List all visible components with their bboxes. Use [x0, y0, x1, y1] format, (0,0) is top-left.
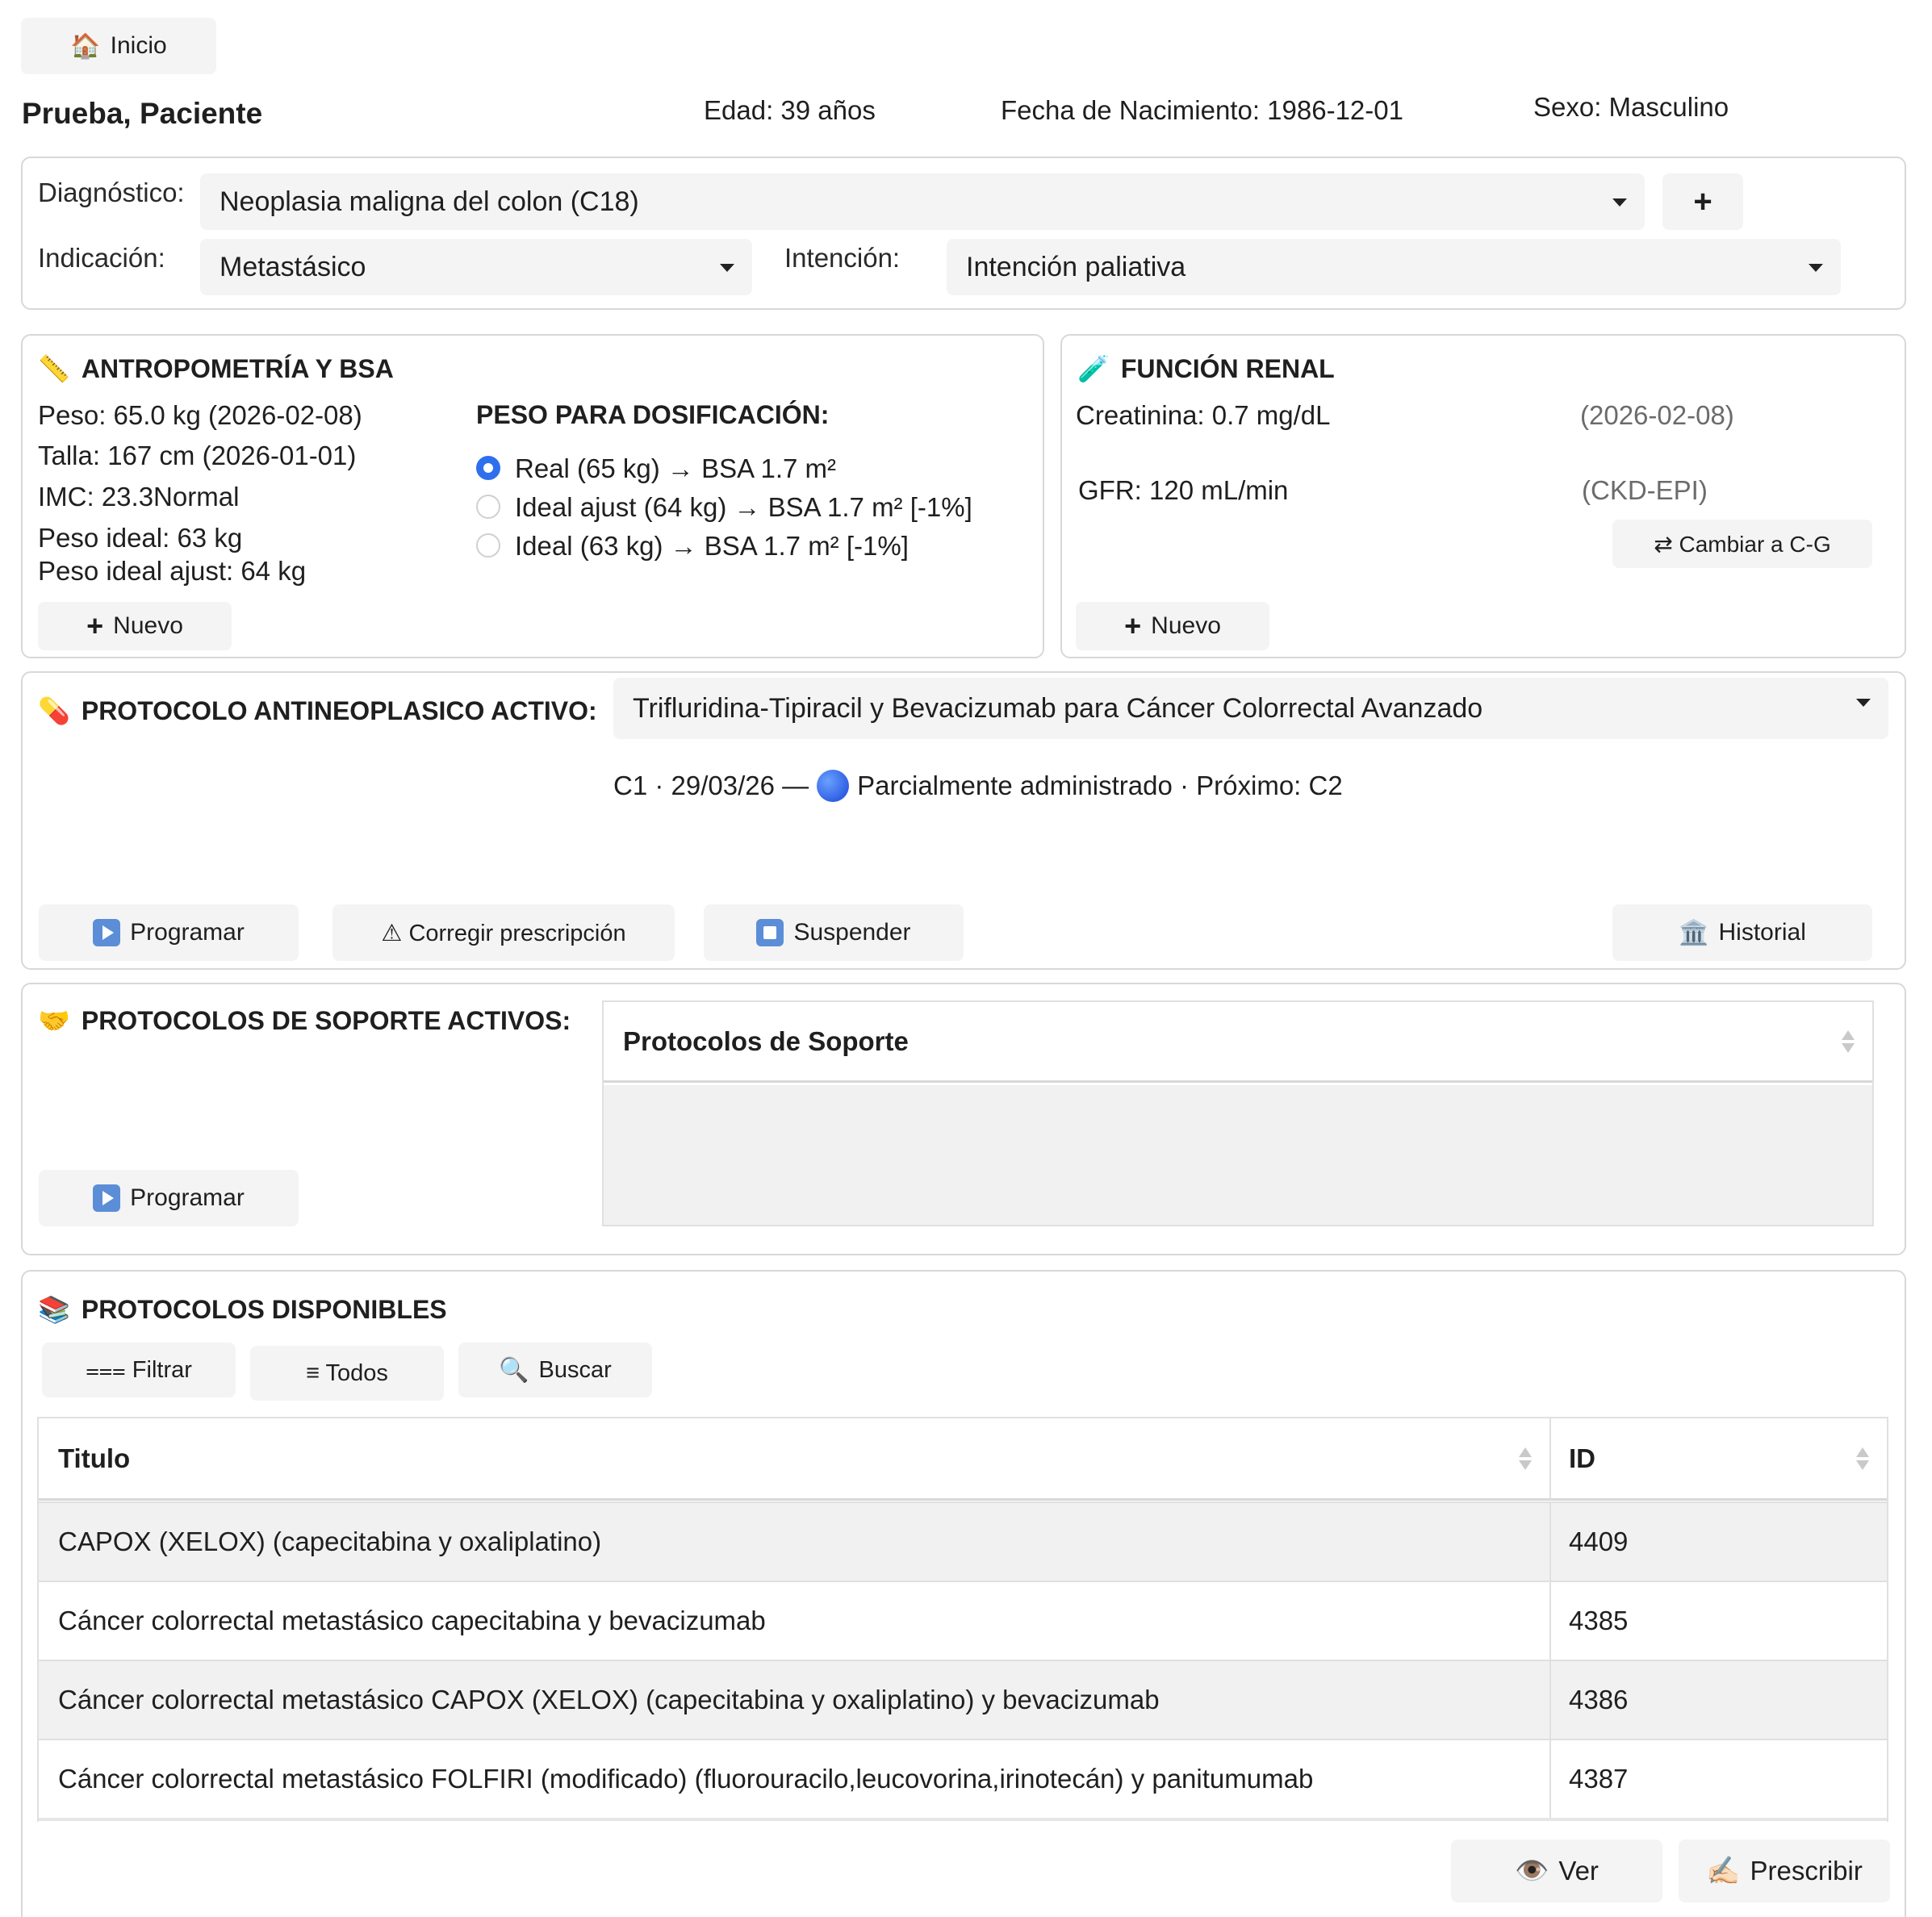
home-button[interactable] — [21, 18, 216, 74]
classical-building-icon: 🏛️ — [1679, 919, 1709, 946]
height-text: Talla: 167 cm (2026-01-01) — [38, 441, 357, 470]
renal-title — [1077, 353, 1335, 384]
support-table-header[interactable] — [604, 1002, 1872, 1083]
play-icon — [93, 919, 120, 946]
new-label: Nuevo — [1151, 612, 1221, 639]
table-row[interactable] — [39, 1581, 1887, 1660]
dosing-radio-real[interactable] — [476, 456, 500, 480]
support-title-text: PROTOCOLOS DE SOPORTE ACTIVOS: — [81, 1005, 571, 1035]
suspend-button[interactable] — [704, 904, 964, 961]
chevron-down-icon — [1856, 699, 1871, 707]
column-header-id[interactable] — [1551, 1418, 1887, 1499]
schedule-button[interactable] — [39, 904, 299, 961]
table-row[interactable] — [39, 1739, 1887, 1818]
row-title: Cáncer colorrectal metastásico FOLFIRI (modificado) (fluorouracilo,leucovorina,irinotecán) y panitumumab — [58, 1764, 1314, 1794]
dosing-radio-adjusted[interactable] — [476, 495, 500, 519]
handshake-icon: 🤝 — [38, 1006, 70, 1035]
blue-circle-icon — [817, 770, 849, 802]
search-button[interactable] — [458, 1343, 652, 1397]
dosing-option-real: Real (65 kg) → BSA 1.7 m² — [515, 453, 836, 483]
column-header-title-label: Titulo — [58, 1443, 131, 1473]
filter-button[interactable] — [42, 1343, 236, 1397]
ruler-icon: 📏 — [38, 354, 70, 383]
sort-icon — [1519, 1447, 1532, 1470]
available-title — [38, 1294, 447, 1325]
view-button[interactable] — [1451, 1840, 1662, 1902]
support-schedule-button[interactable] — [39, 1170, 299, 1226]
history-label: Historial — [1718, 919, 1806, 946]
indication-select[interactable] — [200, 239, 752, 295]
patient-name: Prueba, Paciente — [22, 97, 263, 130]
switch-cg-label: ⇄ Cambiar a C-G — [1654, 531, 1831, 557]
eye-icon: 👁️ — [1515, 1856, 1549, 1886]
plus-icon: + — [86, 609, 104, 642]
creatinine-date: (2026-02-08) — [1580, 400, 1734, 430]
column-divider — [1549, 1740, 1551, 1818]
stop-icon — [756, 919, 784, 946]
search-icon: 🔍 — [499, 1356, 529, 1384]
chevron-down-icon — [720, 264, 734, 272]
active-protocol-title-text: PROTOCOLO ANTINEOPLASICO ACTIVO: — [81, 695, 597, 725]
protocol-status-prefix: C1 · 29/03/26 — — [613, 771, 809, 800]
available-table — [37, 1417, 1888, 1822]
all-button[interactable] — [250, 1346, 444, 1401]
sort-icon — [1842, 1030, 1855, 1053]
column-header-id-label: ID — [1569, 1443, 1595, 1473]
chevron-down-icon — [1612, 198, 1627, 207]
search-label: Buscar — [538, 1356, 612, 1383]
play-icon — [93, 1184, 120, 1212]
anthropometry-title-text: ANTROPOMETRÍA Y BSA — [81, 353, 394, 383]
row-id: 4387 — [1569, 1764, 1629, 1794]
books-icon: 📚 — [38, 1295, 70, 1324]
active-protocol-title — [38, 695, 597, 726]
protocol-status — [613, 770, 1343, 802]
suspend-label: Suspender — [793, 919, 911, 946]
row-id: 4385 — [1569, 1606, 1629, 1635]
support-table-header-label: Protocolos de Soporte — [623, 1025, 909, 1056]
add-diagnosis-button[interactable] — [1662, 173, 1743, 230]
table-row[interactable] — [39, 1501, 1887, 1581]
pill-icon: 💊 — [38, 696, 70, 725]
home-icon: 🏠 — [70, 32, 101, 60]
new-renal-button[interactable] — [1076, 602, 1269, 650]
plus-icon: + — [1693, 183, 1712, 219]
new-anthropometry-button[interactable] — [38, 602, 232, 650]
dosing-option-adjusted: Ideal ajust (64 kg) → BSA 1.7 m² [-1%] — [515, 492, 972, 522]
support-schedule-label: Programar — [130, 1184, 245, 1211]
patient-age: Edad: 39 años — [704, 95, 876, 125]
sort-icon — [1856, 1447, 1869, 1470]
renal-title-text: FUNCIÓN RENAL — [1120, 353, 1335, 383]
correct-prescription-label: ⚠ Corregir prescripción — [381, 920, 626, 946]
plus-icon: + — [1124, 609, 1142, 642]
view-label: Ver — [1558, 1856, 1599, 1886]
table-bottom-edge — [39, 1818, 1887, 1821]
home-label: Inicio — [110, 32, 167, 59]
support-table — [602, 1000, 1874, 1226]
indication-label: Indicación: — [38, 243, 165, 273]
intention-value: Intención paliativa — [966, 251, 1186, 282]
column-divider — [1549, 1661, 1551, 1739]
diagnosis-label: Diagnóstico: — [38, 178, 185, 207]
prescribe-button[interactable] — [1679, 1840, 1890, 1902]
patient-dob: Fecha de Nacimiento: 1986-12-01 — [1001, 95, 1403, 125]
writing-hand-icon: ✍🏻 — [1706, 1856, 1741, 1886]
row-id: 4409 — [1569, 1526, 1629, 1556]
column-divider — [1549, 1582, 1551, 1660]
active-protocol-select[interactable] — [613, 678, 1888, 739]
creatinine-text: Creatinina: 0.7 mg/dL — [1076, 400, 1331, 430]
intention-select[interactable] — [947, 239, 1841, 295]
weight-text: Peso: 65.0 kg (2026-02-08) — [38, 400, 362, 430]
diagnosis-value: Neoplasia maligna del colon (C18) — [220, 186, 639, 217]
prescribe-label: Prescribir — [1750, 1856, 1863, 1886]
table-header — [39, 1418, 1887, 1501]
filter-label: ⩶ Filtrar — [86, 1356, 192, 1383]
row-title: CAPOX (XELOX) (capecitabina y oxaliplatino) — [58, 1526, 602, 1556]
protocol-status-suffix: Parcialmente administrado · Próximo: C2 — [857, 771, 1343, 800]
dosing-radio-ideal[interactable] — [476, 533, 500, 558]
gfr-method: (CKD-EPI) — [1582, 475, 1708, 505]
correct-prescription-button[interactable] — [332, 904, 675, 961]
intention-label: Intención: — [784, 243, 901, 273]
ideal-weight-text: Peso ideal: 63 kg — [38, 523, 243, 553]
dosing-weight-title: PESO PARA DOSIFICACIÓN: — [476, 400, 830, 429]
available-title-text: PROTOCOLOS DISPONIBLES — [81, 1294, 447, 1324]
active-protocol-value: Trifluridina-Tipiracil y Bevacizumab para Cáncer Colorrectal Avanzado — [633, 692, 1483, 724]
row-id: 4386 — [1569, 1685, 1629, 1714]
all-label: ≡ Todos — [306, 1359, 388, 1386]
table-row[interactable] — [39, 1660, 1887, 1739]
bmi-text: IMC: 23.3Normal — [38, 482, 240, 512]
chevron-down-icon — [1809, 264, 1823, 272]
gfr-text: GFR: 120 mL/min — [1078, 475, 1289, 505]
dosing-option-ideal: Ideal (63 kg) → BSA 1.7 m² [-1%] — [515, 531, 909, 561]
diagnosis-select[interactable] — [200, 173, 1645, 230]
adjusted-ideal-weight-text: Peso ideal ajust: 64 kg — [38, 556, 307, 586]
row-title: Cáncer colorrectal metastásico CAPOX (XELOX) (capecitabina y oxaliplatino) y bevacizumab — [58, 1685, 1160, 1714]
schedule-label: Programar — [130, 919, 245, 946]
column-header-title[interactable] — [39, 1418, 1549, 1499]
patient-sex: Sexo: Masculino — [1533, 92, 1729, 122]
column-divider — [1549, 1503, 1551, 1581]
history-button[interactable] — [1612, 904, 1872, 961]
switch-cg-button[interactable] — [1612, 520, 1872, 568]
support-table-body — [604, 1085, 1872, 1225]
row-title: Cáncer colorrectal metastásico capecitabina y bevacizumab — [58, 1606, 766, 1635]
anthropometry-title — [38, 353, 394, 384]
test-tube-icon: 🧪 — [1077, 354, 1110, 383]
new-label: Nuevo — [113, 612, 183, 639]
support-title — [38, 1005, 571, 1036]
indication-value: Metastásico — [220, 251, 366, 282]
